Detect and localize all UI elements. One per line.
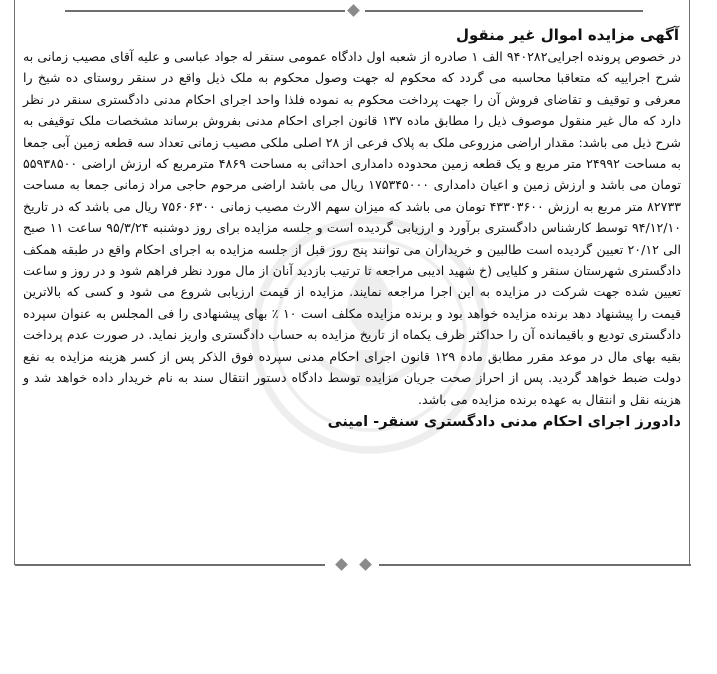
notice-title: آگهی مزایده اموال غیر منقول (455, 26, 679, 44)
diamond-ornament-icon (347, 4, 360, 17)
legal-notice (14, 0, 690, 565)
bottom-divider-left (15, 564, 325, 566)
notice-content (23, 24, 681, 433)
diamond-ornament-icon (335, 558, 348, 571)
top-divider-right (365, 10, 643, 12)
notice-signature: دادورز اجرای احکام مدنی دادگستری سنقر- امینی (327, 413, 681, 430)
bottom-divider-right (379, 564, 691, 566)
top-divider-left (65, 10, 345, 12)
diamond-ornament-icon (359, 558, 372, 571)
notice-body: در خصوص پرونده اجرایی۹۴۰۲۸۲ الف ۱ صادره از شعبه اول دادگاه عمومی سنقر له جواد عباسی و علیه آقای مصیب زمانی به شرح اجراییه که متعاقبا محاسبه می گردد که محکوم له جهت وصول محکوم به ملک ذیل واقع در سنقر روستای ده شیخ را معرفی و توقیف و تقاضای فروش آن را جهت پرداخت محکوم به نموده فلذا واحد اجرای احکام مدنی دادگستری سنقر در نظر دارد که مال غیر منقول موصوف ذیل را مطابق ماده ۱۳۷ قانون اجرای احکام مدنی بفروش برساند مشخصات ملک توقیفی به شرح ذیل می باشد: مقدار اراضی مزروعی ملک به پلاک فرعی از ۲۸ اصلی ملکی مصیب زمانی تعداد سه قطعه زمین آبی جمعا به مساحت ۲۴۹۹۲ متر مربع و یک قطعه زمین محدوده دامداری احداثی به مساحت ۴۸۶۹ مترمربع که ارزش اراضی ۵۵۹۳۸۵۰۰ تومان می باشد و ارزش زمین و اعیان دامداری ۱۷۵۳۴۵۰۰۰ ریال می باشد اراضی مرحوم حاجی مراد زمانی جمعا به مساحت ۸۲۷۳۳ متر مربع به ارزش ۴۳۳۰۳۶۰۰ تومان می باشد که میزان سهم الارث مصیب زمانی ۷۵۶۰۶۳۰۰ ریال می باشد که در تاریخ ۹۴/۱۲/۱۰ توسط کارشناس دادگستری برآورد و ارزیابی گردیده است و جلسه مزایده برای روز دوشنبه ۹۵/۳/۲۴ ساعت ۱۱ صبح الی ۲۰/۱۲ تعیین گردیده است طالبین و خریداران می توانند پنج روز قبل از جلسه مزایده به اجرای احکام واقع در طبقه همکف دادگستری شهرستان سنقر و کلیایی (خ شهید ادیبی مراجعه تا ترتیب بازدید آنان از مال مورد نظر فراهم شود و در روز و ساعت تعیین شده جهت شرکت در مزایده به این اجرا مراجعه نمایند. مزایده از قیمت ارزیابی شروع می شود و کسی که بالاترین قیمت را پیشنهاد دهد برنده مزایده خواهد بود و برنده مزایده مکلف است ۱۰ ٪ بهای پیشنهادی را فی المجلس به عنوان سپرده دادگستری تودیع و باقیمانده آن را حداکثر ظرف یکماه از تاریخ مزایده به حساب دادگستری واریز نماید. در صورت عدم پرداخت بقیه بهای مال در موعد مقرر مطابق ماده ۱۲۹ قانون اجرای احکام مدنی سپرده فوق الذکر پس از کسر هزینه مزایده به نفع دولت ضبط خواهد گردید. پس از احراز صحت جریان مزایده توسط دادگاه دستور انتقال سند به نام خریدار داده خواهد شد و هزینه نقل و انتقال به عهده برنده مزایده می باشد. (23, 49, 682, 407)
